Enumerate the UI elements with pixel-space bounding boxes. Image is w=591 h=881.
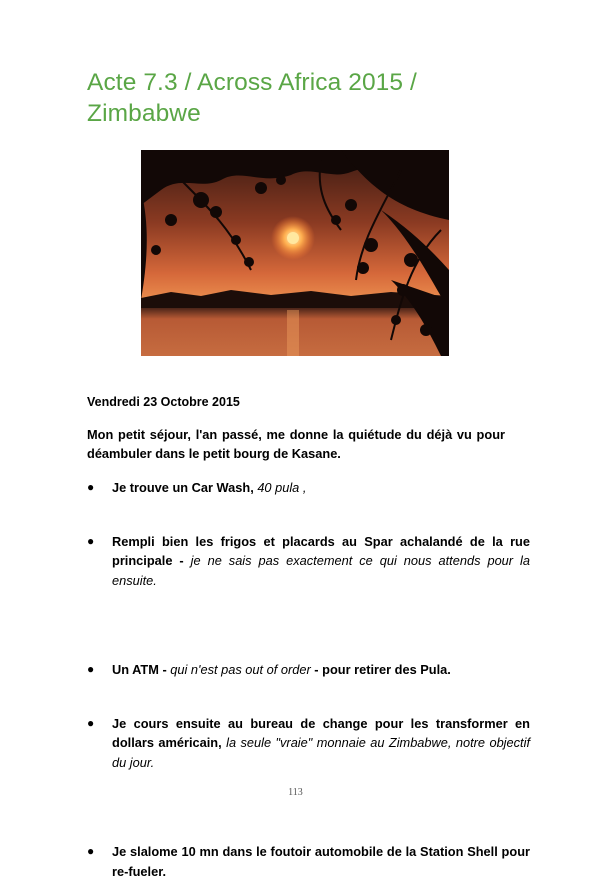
- list-item-note: la seule "vraie" monnaie au Zimbabwe, notre objectif du jour.: [112, 735, 530, 770]
- page-title: Acte 7.3 / Across Africa 2015 / Zimbabwe: [87, 69, 417, 127]
- list-item-note: je ne sais pas exactement ce qui nous attends pour la ensuite.: [112, 553, 530, 588]
- date-heading: Vendredi 23 Octobre 2015: [87, 395, 240, 409]
- sunset-photo: [141, 150, 449, 356]
- list-item-text: Rempli bien les frigos et placards au Spar achalandé de la rue principale -: [112, 533, 530, 568]
- bullet-icon: ●: [87, 662, 95, 676]
- list-item-text: Je slalome 10 mn dans le foutoir automobile de la Station Shell pour re-fueler.: [112, 844, 530, 879]
- list-item-note: qui n'est pas out of order: [170, 662, 311, 677]
- bullet-icon: ●: [87, 844, 95, 858]
- list-item-text-end: - pour retirer des Pula.: [310, 662, 451, 677]
- list-item: [87, 478, 530, 498]
- page-number: 113: [288, 787, 303, 798]
- bullet-icon: ●: [87, 480, 95, 494]
- bullet-icon: ●: [87, 715, 95, 730]
- list-item-note: 40 pula: [257, 480, 300, 495]
- list-item-text: Un ATM -: [112, 662, 171, 677]
- list-item-text: Je trouve un Car Wash,: [112, 480, 258, 495]
- intro-paragraph: Mon petit séjour, l'an passé, me donne la quiétude du déjà vu pour déambuler dans le petit bourg de Kasane.: [87, 427, 505, 461]
- list-item: [87, 532, 530, 591]
- list-item: [87, 714, 530, 773]
- list-item-tail: ,: [299, 480, 307, 495]
- bullet-icon: ●: [87, 533, 95, 548]
- list-item-text: Je cours ensuite au bureau de change pour les transformer en dollars américain,: [112, 715, 530, 750]
- list-item: [87, 660, 530, 680]
- list-item: [87, 842, 530, 881]
